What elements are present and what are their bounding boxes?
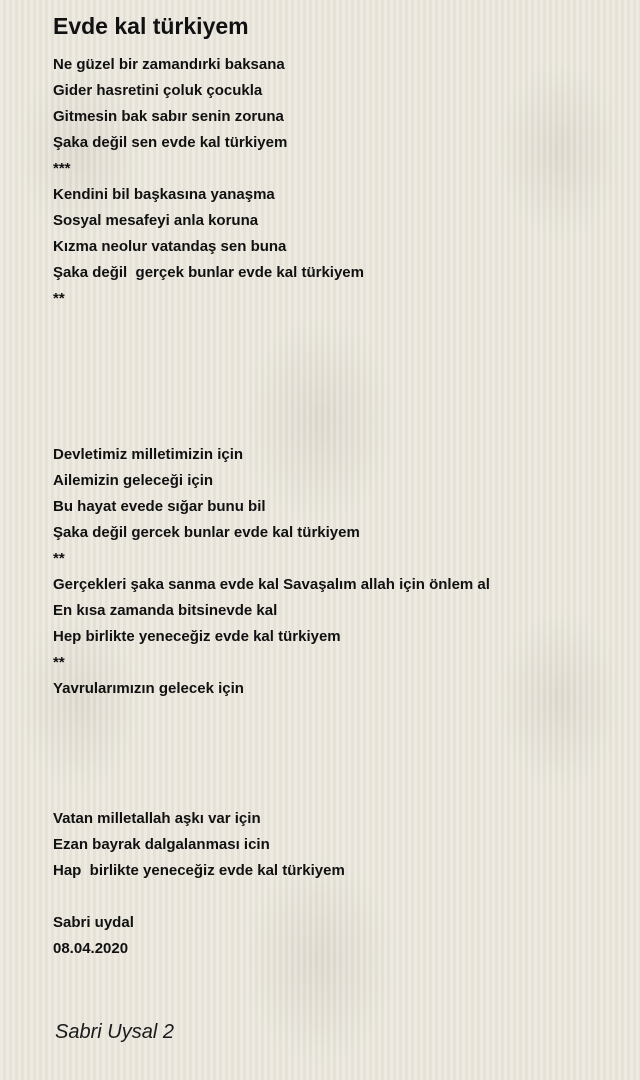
poem-line: Sosyal mesafeyi anla koruna <box>53 212 259 229</box>
poem-blank-line <box>53 780 623 806</box>
poem-body <box>53 52 623 962</box>
poem-line: Ailemizin geleceği için <box>53 472 214 489</box>
poem-line: Hep birlikte yeneceğiz evde kal türkiyem <box>53 628 341 645</box>
poem-line: Şaka değil sen evde kal türkiyem <box>53 134 288 151</box>
poem-line: Vatan milletallah aşkı var için <box>53 810 261 827</box>
poem-line: Ezan bayrak dalgalanması icin <box>53 836 270 853</box>
poem-line: Şaka değil gerçek bunlar evde kal türkiyem <box>53 264 364 281</box>
poem-line: Kızma neolur vatandaş sen buna <box>53 238 287 255</box>
poem-line: Gitmesin bak sabır senin zoruna <box>53 108 284 125</box>
poem-blank-line <box>53 364 623 390</box>
poem-blank-line <box>53 728 623 754</box>
poem-line: Devletimiz milletimizin için <box>53 446 244 463</box>
poem-blank-line <box>53 390 623 416</box>
poem-blank-line <box>53 702 623 728</box>
poem-blank-line <box>53 884 623 910</box>
poem-line: Bu hayat evede sığar bunu bil <box>53 498 266 515</box>
poem-line: Sabri uydal <box>53 914 134 931</box>
poem-title: Evde kal türkiyem <box>53 13 249 39</box>
poem-line: Yavrularımızın gelecek için <box>53 680 244 697</box>
author-signature: Sabri Uysal 2 <box>55 1021 174 1043</box>
poem-line: 08.04.2020 <box>53 940 129 957</box>
poem-blank-line <box>53 754 623 780</box>
poem-blank-line <box>53 338 623 364</box>
poem-line: Kendini bil başkasına yanaşma <box>53 186 275 203</box>
poem-line: Gerçekleri şaka sanma evde kal Savaşalım allah için önlem al <box>53 576 490 593</box>
stanza-separator: ** <box>53 290 65 307</box>
stanza-separator: *** <box>53 160 71 177</box>
stanza-separator: ** <box>53 654 65 671</box>
poem-line: Ne güzel bir zamandırki baksana <box>53 56 285 73</box>
poem-line: En kısa zamanda bitsinevde kal <box>53 602 278 619</box>
poem-blank-line <box>53 416 623 442</box>
poem-line: Şaka değil gercek bunlar evde kal türkiyem <box>53 524 360 541</box>
stanza-separator: ** <box>53 550 65 567</box>
poem-line: Gider hasretini çoluk çocukla <box>53 82 263 99</box>
poem-blank-line <box>53 312 623 338</box>
poem-line: Hap birlikte yeneceğiz evde kal türkiyem <box>53 862 345 879</box>
